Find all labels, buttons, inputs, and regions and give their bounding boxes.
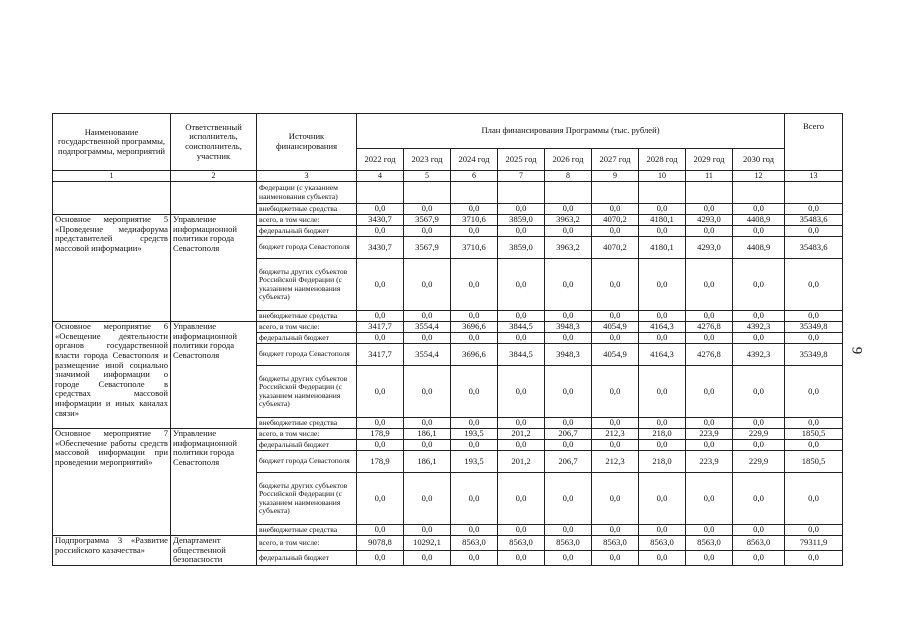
- year-value: 0,0: [498, 259, 545, 311]
- header-year: 2029 год: [686, 149, 733, 171]
- year-value: 0,0: [404, 204, 451, 215]
- year-value: 0,0: [357, 525, 404, 536]
- year-value: 0,0: [451, 440, 498, 451]
- year-value: 201,2: [498, 429, 545, 440]
- year-value: 3567,9: [404, 215, 451, 226]
- column-index: 2: [171, 171, 257, 182]
- year-value: 9078,8: [357, 536, 404, 551]
- year-value: 0,0: [545, 204, 592, 215]
- year-value: 3417,7: [357, 322, 404, 333]
- year-value: 3948,3: [545, 344, 592, 366]
- year-value: 4180,1: [639, 237, 686, 259]
- year-value: 0,0: [498, 550, 545, 565]
- column-index: 7: [498, 171, 545, 182]
- year-value: 0,0: [639, 473, 686, 525]
- year-value: 186,1: [404, 451, 451, 473]
- year-value: 178,9: [357, 451, 404, 473]
- total-value: 0,0: [785, 550, 843, 565]
- header-year: 2027 год: [592, 149, 639, 171]
- financing-source: бюджеты других субъектов Российской Федерации (с указанием наименования субъекта): [257, 366, 357, 418]
- year-value: 3417,7: [357, 344, 404, 366]
- year-value: 4392,3: [733, 344, 785, 366]
- year-value: 0,0: [733, 473, 785, 525]
- year-value: 0,0: [357, 226, 404, 237]
- year-value: 193,5: [451, 429, 498, 440]
- year-value: 0,0: [498, 525, 545, 536]
- financing-table: [52, 113, 843, 566]
- year-value: 0,0: [545, 333, 592, 344]
- column-index: 5: [404, 171, 451, 182]
- year-value: 3696,6: [451, 344, 498, 366]
- total-value: 0,0: [785, 259, 843, 311]
- year-value: 0,0: [639, 366, 686, 418]
- year-value: 0,0: [639, 259, 686, 311]
- year-value: 0,0: [592, 440, 639, 451]
- year-value: 3963,2: [545, 215, 592, 226]
- year-value: 0,0: [639, 204, 686, 215]
- header-name: Наименование государственной программы, подпрограммы, мероприятий: [53, 114, 171, 171]
- total-value: 0,0: [785, 473, 843, 525]
- year-value: 3948,3: [545, 322, 592, 333]
- year-value: 0,0: [357, 259, 404, 311]
- total-value: 0,0: [785, 311, 843, 322]
- year-value: 212,3: [592, 429, 639, 440]
- year-value: 0,0: [592, 226, 639, 237]
- year-value: 186,1: [404, 429, 451, 440]
- year-value: 0,0: [404, 333, 451, 344]
- year-value: 0,0: [357, 333, 404, 344]
- financing-source: бюджет города Севастополя: [257, 344, 357, 366]
- year-value: [545, 182, 592, 204]
- year-value: 3859,0: [498, 215, 545, 226]
- total-value: 35349,8: [785, 344, 843, 366]
- year-value: 0,0: [357, 366, 404, 418]
- table-row: [53, 429, 843, 440]
- year-value: 0,0: [592, 418, 639, 429]
- measure-name: Основное мероприятие 6 «Освещение деятельности органов государственной власти города Севастополя и размещение иной социально значимой информации о городе Севастополе в средствах массовой информации и иных каналах связи»: [53, 322, 171, 429]
- column-index: 6: [451, 171, 498, 182]
- year-value: 8563,0: [592, 536, 639, 551]
- total-value: 0,0: [785, 204, 843, 215]
- year-value: 3430,7: [357, 237, 404, 259]
- table-row: [53, 536, 843, 551]
- financing-source: бюджеты других субъектов Российской Федерации (с указанием наименования субъекта): [257, 259, 357, 311]
- header-year: 2025 год: [498, 149, 545, 171]
- financing-source: Федерации (с указанием наименования субъекта): [257, 182, 357, 204]
- year-value: 178,9: [357, 429, 404, 440]
- year-value: [404, 182, 451, 204]
- year-value: 0,0: [686, 204, 733, 215]
- year-value: 3430,7: [357, 215, 404, 226]
- table-row: [53, 215, 843, 226]
- year-value: 0,0: [733, 333, 785, 344]
- year-value: 0,0: [404, 226, 451, 237]
- year-value: 0,0: [639, 440, 686, 451]
- year-value: 193,5: [451, 451, 498, 473]
- financing-source: всего, в том числе:: [257, 429, 357, 440]
- financing-source: федеральный бюджет: [257, 333, 357, 344]
- year-value: 0,0: [357, 311, 404, 322]
- year-value: 0,0: [404, 311, 451, 322]
- year-value: 0,0: [592, 204, 639, 215]
- year-value: 4293,0: [686, 237, 733, 259]
- year-value: 0,0: [357, 550, 404, 565]
- total-value: 35483,6: [785, 237, 843, 259]
- year-value: 10292,1: [404, 536, 451, 551]
- measure-executor: Управление информационной политики города Севастополя: [171, 322, 257, 429]
- year-value: 3554,4: [404, 344, 451, 366]
- year-value: 0,0: [404, 525, 451, 536]
- header-plan: План финансирования Программы (тыс. рублей): [357, 114, 785, 149]
- year-value: 3963,2: [545, 237, 592, 259]
- column-index: 8: [545, 171, 592, 182]
- financing-source: внебюджетные средства: [257, 418, 357, 429]
- year-value: 0,0: [357, 473, 404, 525]
- year-value: 0,0: [404, 366, 451, 418]
- year-value: 4408,9: [733, 215, 785, 226]
- column-index: 1: [53, 171, 171, 182]
- year-value: 0,0: [404, 418, 451, 429]
- year-value: 0,0: [451, 550, 498, 565]
- year-value: 3710,6: [451, 237, 498, 259]
- header-executor: Ответственный исполнитель, соисполнитель, участник: [171, 114, 257, 171]
- year-value: 0,0: [686, 226, 733, 237]
- year-value: [498, 182, 545, 204]
- year-value: 0,0: [498, 473, 545, 525]
- year-value: 0,0: [545, 311, 592, 322]
- year-value: 0,0: [639, 333, 686, 344]
- year-value: 223,9: [686, 429, 733, 440]
- measure-name: [53, 182, 171, 215]
- year-value: 0,0: [733, 204, 785, 215]
- measure-executor: [171, 182, 257, 215]
- year-value: 0,0: [686, 525, 733, 536]
- page-number: 9: [848, 346, 865, 355]
- column-index: 4: [357, 171, 404, 182]
- header-source: Источник финансирования: [257, 114, 357, 171]
- year-value: 4276,8: [686, 322, 733, 333]
- year-value: 8563,0: [451, 536, 498, 551]
- year-value: 229,9: [733, 451, 785, 473]
- column-index: 9: [592, 171, 639, 182]
- year-value: 0,0: [498, 226, 545, 237]
- year-value: 0,0: [451, 418, 498, 429]
- year-value: [451, 182, 498, 204]
- column-index: 3: [257, 171, 357, 182]
- year-value: 0,0: [733, 226, 785, 237]
- header-year: 2022 год: [357, 149, 404, 171]
- year-value: [733, 182, 785, 204]
- year-value: 0,0: [451, 366, 498, 418]
- year-value: 0,0: [733, 440, 785, 451]
- year-value: 0,0: [545, 440, 592, 451]
- header-total: Всего: [785, 114, 843, 171]
- year-value: 0,0: [686, 418, 733, 429]
- measure-name: Основное мероприятие 5 «Проведение медиафорума представителей средств массовой информации»: [53, 215, 171, 322]
- year-value: 0,0: [451, 333, 498, 344]
- year-value: 4054,9: [592, 322, 639, 333]
- year-value: [357, 182, 404, 204]
- total-value: [785, 182, 843, 204]
- financing-source: бюджет города Севастополя: [257, 237, 357, 259]
- year-value: 0,0: [686, 550, 733, 565]
- year-value: 3710,6: [451, 215, 498, 226]
- year-value: 0,0: [451, 473, 498, 525]
- table-row: [53, 182, 843, 204]
- year-value: 0,0: [733, 311, 785, 322]
- year-value: 0,0: [686, 333, 733, 344]
- year-value: 0,0: [733, 259, 785, 311]
- year-value: [639, 182, 686, 204]
- year-value: 4164,3: [639, 322, 686, 333]
- year-value: 0,0: [545, 418, 592, 429]
- year-value: 0,0: [686, 473, 733, 525]
- year-value: 0,0: [451, 226, 498, 237]
- year-value: 0,0: [498, 418, 545, 429]
- financing-source: федеральный бюджет: [257, 550, 357, 565]
- year-value: 3554,4: [404, 322, 451, 333]
- financing-source: бюджет города Севастополя: [257, 451, 357, 473]
- year-value: 3859,0: [498, 237, 545, 259]
- total-value: 0,0: [785, 366, 843, 418]
- year-value: 0,0: [404, 440, 451, 451]
- header-year: 2024 год: [451, 149, 498, 171]
- year-value: 8563,0: [686, 536, 733, 551]
- year-value: 206,7: [545, 451, 592, 473]
- column-index: 11: [686, 171, 733, 182]
- year-value: 0,0: [686, 311, 733, 322]
- year-value: 0,0: [498, 333, 545, 344]
- year-value: 212,3: [592, 451, 639, 473]
- total-value: 0,0: [785, 333, 843, 344]
- year-value: 0,0: [733, 550, 785, 565]
- year-value: 0,0: [545, 259, 592, 311]
- year-value: 4408,9: [733, 237, 785, 259]
- measure-name: Основное мероприятие 7 «Обеспечение работы средств массовой информации при проведении мероприятий»: [53, 429, 171, 536]
- year-value: 0,0: [592, 550, 639, 565]
- year-value: 4070,2: [592, 215, 639, 226]
- financing-source: внебюджетные средства: [257, 204, 357, 215]
- year-value: 3844,5: [498, 344, 545, 366]
- year-value: 3844,5: [498, 322, 545, 333]
- year-value: 0,0: [592, 473, 639, 525]
- year-value: 4180,1: [639, 215, 686, 226]
- year-value: 4276,8: [686, 344, 733, 366]
- year-value: 0,0: [733, 525, 785, 536]
- year-value: 0,0: [451, 204, 498, 215]
- year-value: 0,0: [733, 418, 785, 429]
- column-index: 13: [785, 171, 843, 182]
- year-value: 3567,9: [404, 237, 451, 259]
- total-value: 35349,8: [785, 322, 843, 333]
- header-year: 2028 год: [639, 149, 686, 171]
- year-value: 0,0: [639, 525, 686, 536]
- year-value: 0,0: [545, 366, 592, 418]
- year-value: 4164,3: [639, 344, 686, 366]
- year-value: 0,0: [498, 204, 545, 215]
- year-value: 8563,0: [545, 536, 592, 551]
- year-value: 218,0: [639, 429, 686, 440]
- year-value: 0,0: [592, 525, 639, 536]
- measure-name: Подпрограмма 3 «Развитие российского казачества»: [53, 536, 171, 566]
- financing-source: всего, в том числе:: [257, 215, 357, 226]
- year-value: 0,0: [498, 311, 545, 322]
- year-value: 4392,3: [733, 322, 785, 333]
- year-value: 0,0: [686, 259, 733, 311]
- year-value: 8563,0: [498, 536, 545, 551]
- year-value: 0,0: [686, 366, 733, 418]
- total-value: 0,0: [785, 525, 843, 536]
- year-value: 0,0: [357, 204, 404, 215]
- year-value: 0,0: [639, 226, 686, 237]
- year-value: 218,0: [639, 451, 686, 473]
- financing-source: всего, в том числе:: [257, 536, 357, 551]
- year-value: 4070,2: [592, 237, 639, 259]
- year-value: 0,0: [545, 525, 592, 536]
- column-index: 10: [639, 171, 686, 182]
- year-value: 0,0: [498, 366, 545, 418]
- year-value: 0,0: [404, 259, 451, 311]
- financing-source: внебюджетные средства: [257, 311, 357, 322]
- year-value: 4293,0: [686, 215, 733, 226]
- year-value: 0,0: [592, 366, 639, 418]
- year-value: 0,0: [404, 550, 451, 565]
- total-value: 0,0: [785, 226, 843, 237]
- financing-source: федеральный бюджет: [257, 440, 357, 451]
- year-value: 0,0: [451, 259, 498, 311]
- year-value: 0,0: [592, 259, 639, 311]
- year-value: [686, 182, 733, 204]
- header-year: 2026 год: [545, 149, 592, 171]
- year-value: 0,0: [545, 550, 592, 565]
- table-header: [53, 114, 843, 182]
- financing-source: федеральный бюджет: [257, 226, 357, 237]
- year-value: 0,0: [357, 418, 404, 429]
- column-index: 12: [733, 171, 785, 182]
- financing-source: бюджеты других субъектов Российской Федерации (с указанием наименования субъекта): [257, 473, 357, 525]
- total-value: 1850,5: [785, 429, 843, 440]
- year-value: 206,7: [545, 429, 592, 440]
- year-value: 8563,0: [639, 536, 686, 551]
- total-value: 0,0: [785, 440, 843, 451]
- year-value: 0,0: [545, 473, 592, 525]
- year-value: 0,0: [639, 550, 686, 565]
- year-value: 0,0: [639, 418, 686, 429]
- year-value: 4054,9: [592, 344, 639, 366]
- year-value: 0,0: [357, 440, 404, 451]
- year-value: 201,2: [498, 451, 545, 473]
- year-value: 0,0: [451, 525, 498, 536]
- year-value: 223,9: [686, 451, 733, 473]
- header-year: 2030 год: [733, 149, 785, 171]
- year-value: 229,9: [733, 429, 785, 440]
- year-value: 3696,6: [451, 322, 498, 333]
- year-value: 0,0: [451, 311, 498, 322]
- total-value: 0,0: [785, 418, 843, 429]
- year-value: [592, 182, 639, 204]
- year-value: 0,0: [639, 311, 686, 322]
- table-row: [53, 322, 843, 333]
- measure-executor: Управление информационной политики города Севастополя: [171, 215, 257, 322]
- total-value: 1850,5: [785, 451, 843, 473]
- year-value: 0,0: [498, 440, 545, 451]
- year-value: 0,0: [686, 440, 733, 451]
- total-value: 79311,9: [785, 536, 843, 551]
- header-year: 2023 год: [404, 149, 451, 171]
- total-value: 35483,6: [785, 215, 843, 226]
- measure-executor: Управление информационной политики города Севастополя: [171, 429, 257, 536]
- year-value: 0,0: [733, 366, 785, 418]
- measure-executor: Департамент общественной безопасности: [171, 536, 257, 566]
- year-value: 0,0: [592, 311, 639, 322]
- year-value: 8563,0: [733, 536, 785, 551]
- financing-source: внебюджетные средства: [257, 525, 357, 536]
- financing-source: всего, в том числе:: [257, 322, 357, 333]
- year-value: 0,0: [545, 226, 592, 237]
- year-value: 0,0: [404, 473, 451, 525]
- year-value: 0,0: [592, 333, 639, 344]
